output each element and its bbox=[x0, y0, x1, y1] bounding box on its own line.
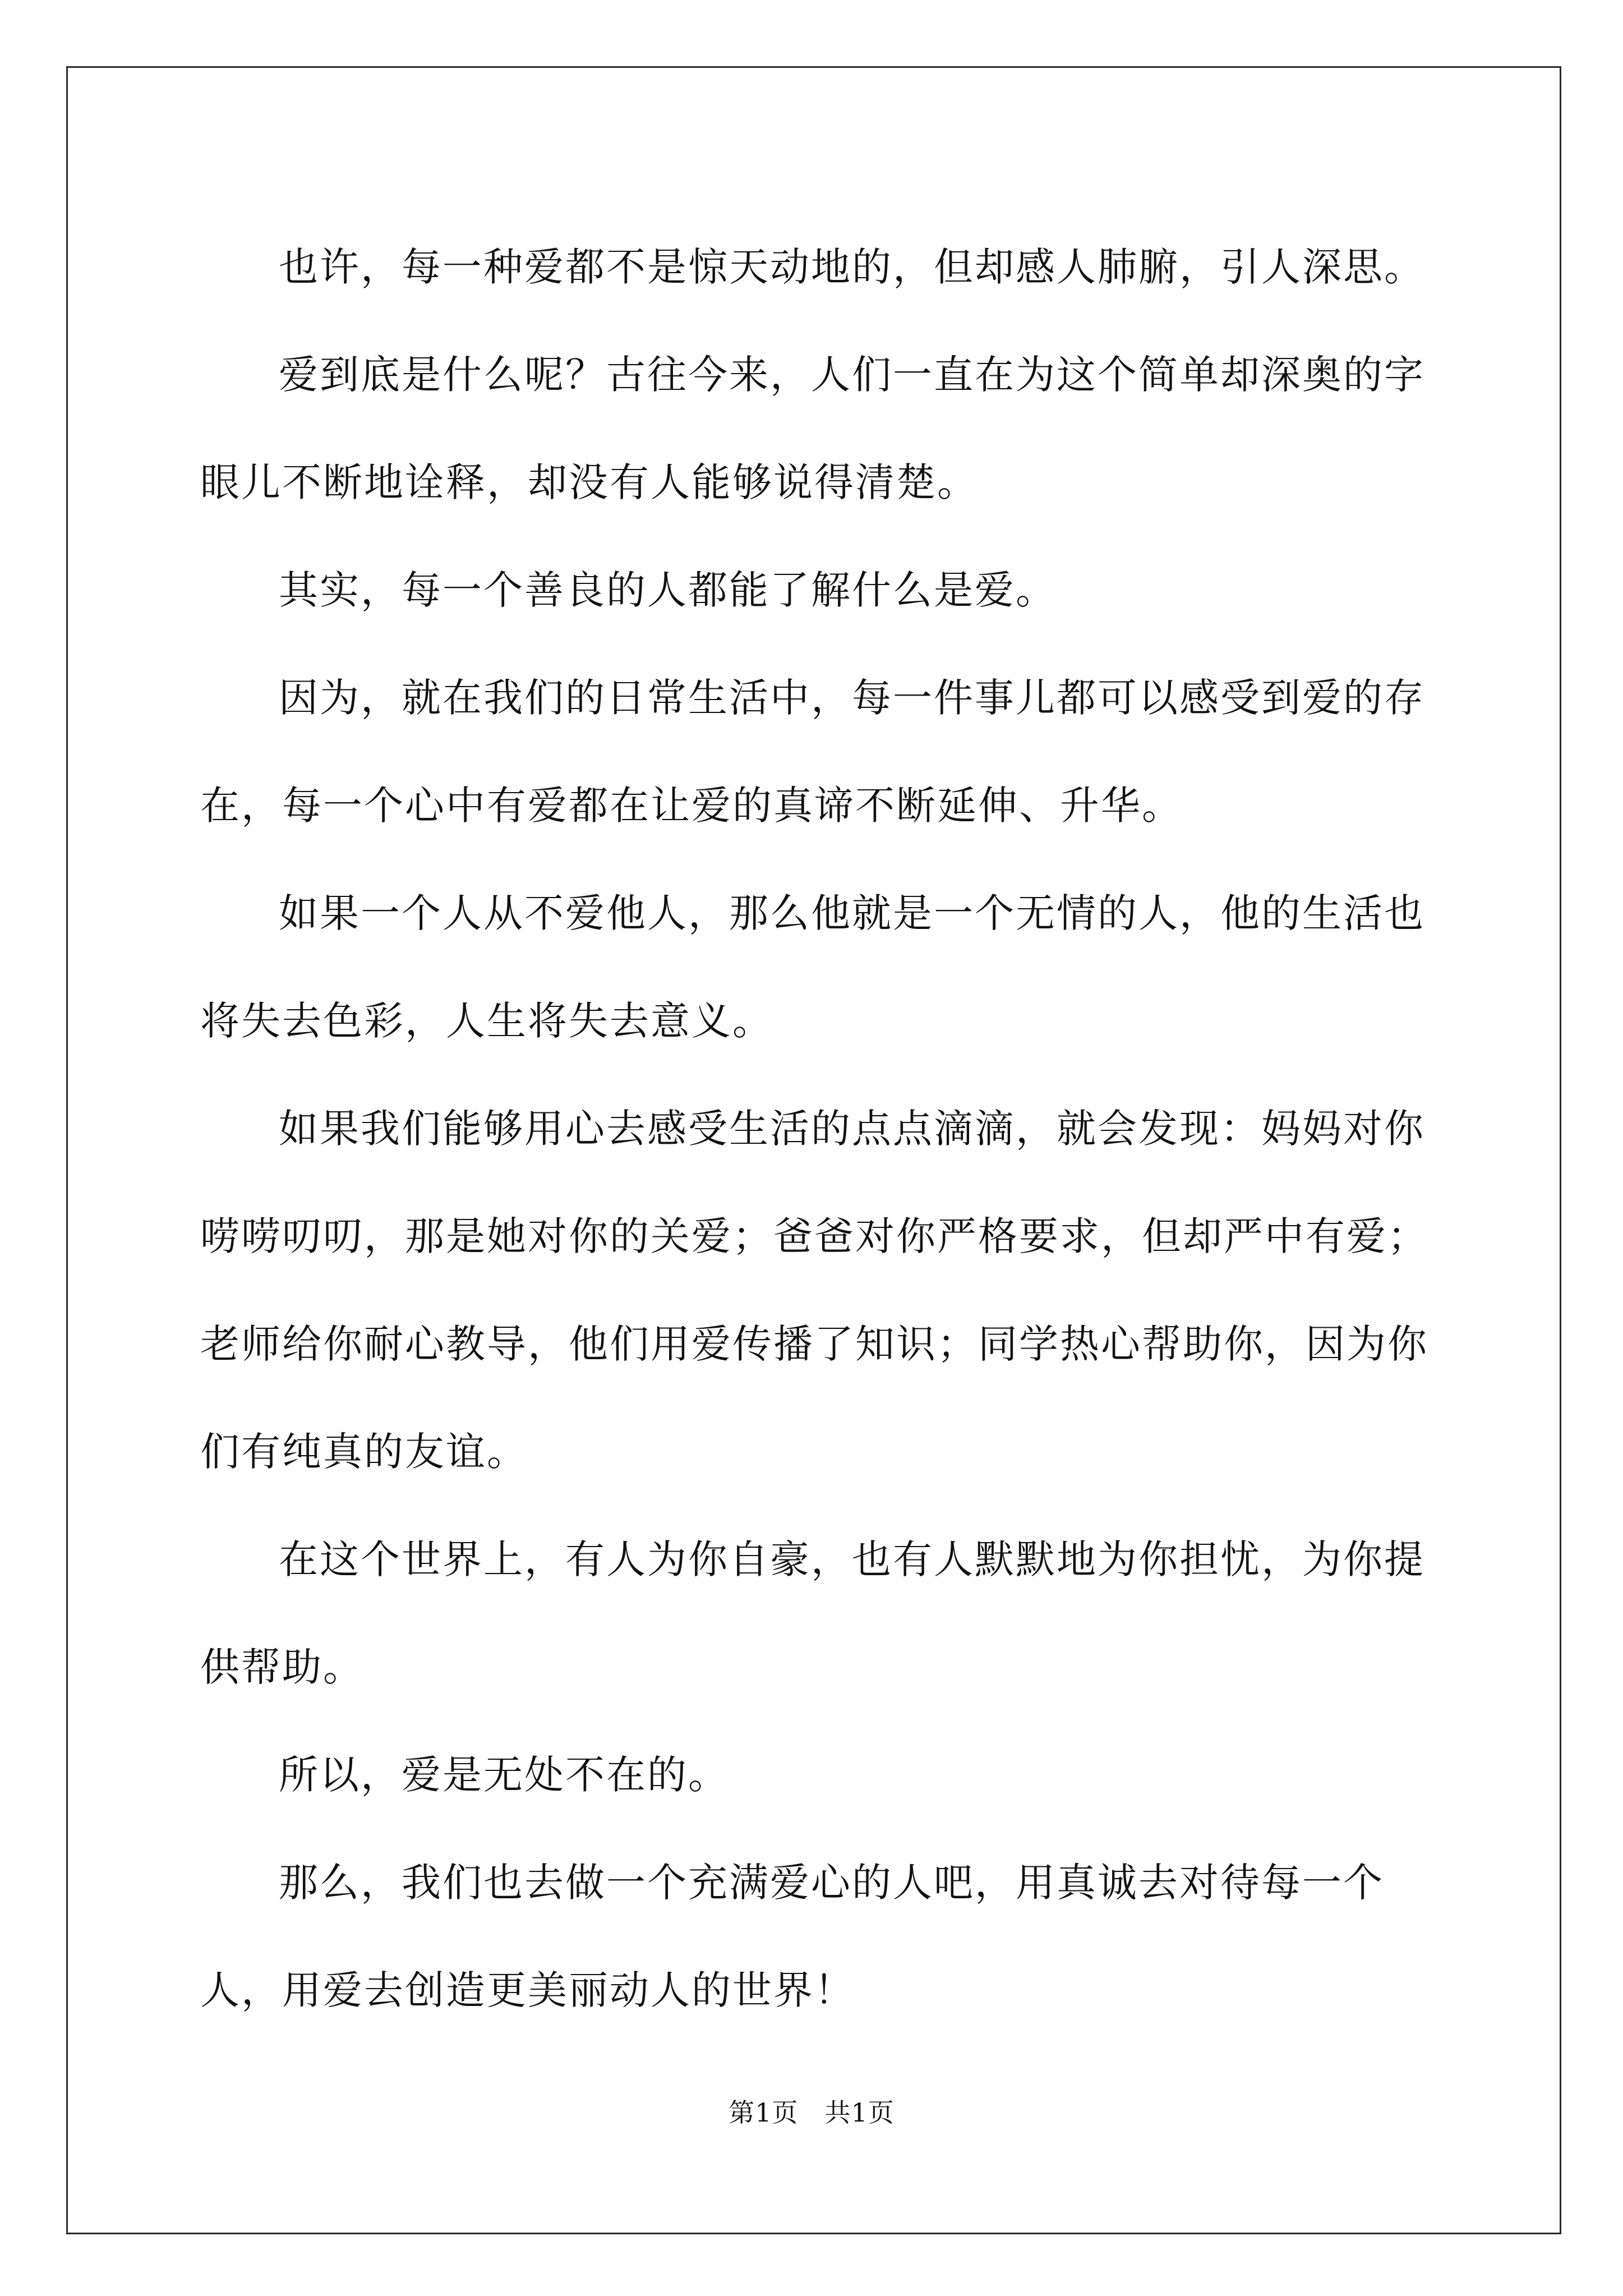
paragraph-9: 那么，我们也去做一个充满爱心的人吧，用真诚去对待每一个人，用爱去创造更美丽动人的世界！ bbox=[200, 1860, 1384, 2013]
paragraph-8: 所以，爱是无处不在的。 bbox=[279, 1752, 729, 1798]
paragraph-5: 如果一个人从不爱他人，那么他就是一个无情的人，他的生活也将失去色彩，人生将失去意义。 bbox=[200, 890, 1425, 1044]
page-number: 第1页 共1页 bbox=[728, 2097, 895, 2128]
paragraph-3: 其实，每一个善良的人都能了解什么是爱。 bbox=[279, 567, 1057, 613]
paragraph-7: 在这个世界上，有人为你自豪，也有人默默地为你担忧，为你提供帮助。 bbox=[200, 1536, 1425, 1690]
paragraph-4: 因为，就在我们的日常生活中，每一件事儿都可以感受到爱的存在，每一个心中有爱都在让爱的真谛不断延伸、升华。 bbox=[200, 675, 1425, 829]
paragraph-2: 爱到底是什么呢？古往今来，人们一直在为这个简单却深奥的字眼儿不断地诠释，却没有人能够说得清楚。 bbox=[200, 352, 1425, 505]
document-body bbox=[200, 213, 1458, 2044]
paragraph-1: 也许，每一种爱都不是惊天动地的，但却感人肺腑，引人深思。 bbox=[279, 244, 1425, 290]
paragraph-6: 如果我们能够用心去感受生活的点点滴滴，就会发现：妈妈对你唠唠叨叨，那是她对你的关爱；爸爸对你严格要求，但却严中有爱；老师给你耐心教导，他们用爱传播了知识；同学热心帮助你，因为你们有纯真的友谊。 bbox=[200, 1106, 1428, 1475]
